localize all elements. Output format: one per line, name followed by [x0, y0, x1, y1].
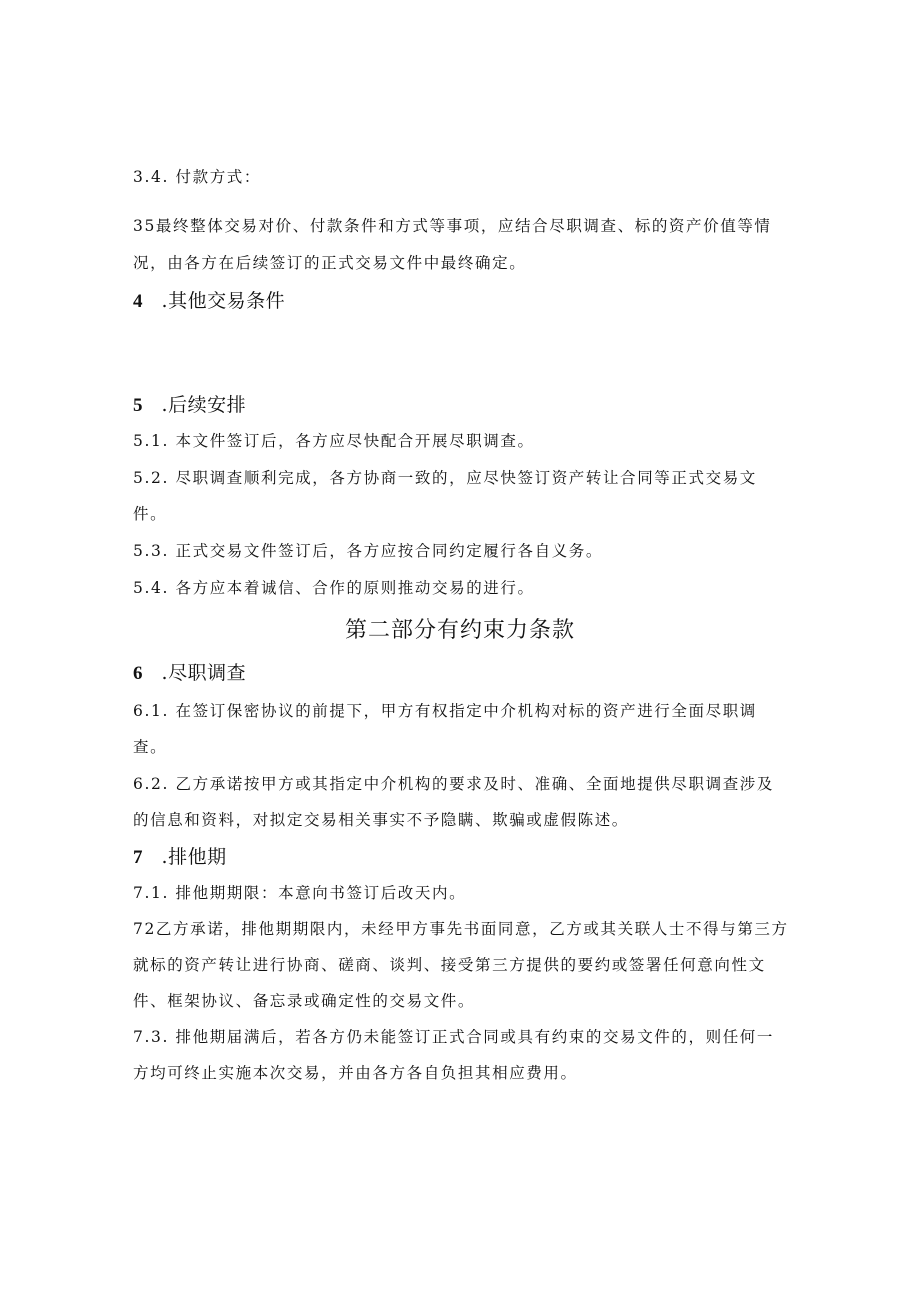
- clause-6-2-line-2: 的信息和资料，对拟定交易相关事实不予隐瞒、欺骗或虚假陈述。: [133, 811, 629, 829]
- section-5-heading: [133, 393, 246, 418]
- section-6-heading: [133, 661, 246, 686]
- section-5-title: .后续安排: [161, 394, 247, 416]
- section-4-title: .其他交易条件: [161, 290, 286, 312]
- clause-7-3-line-1: 7.3. 排他期届满后，若各方仍未能签订正式合同或具有约束的交易文件的，则任何一: [133, 1028, 775, 1046]
- section-4-number: 4: [133, 291, 143, 312]
- section-5-number: 5: [133, 395, 143, 416]
- clause-6-1-line-2: 查。: [133, 738, 168, 756]
- section-7-heading: [133, 845, 227, 870]
- clause-5-3: 5.3. 正式交易文件签订后，各方应按合同约定履行各自义务。: [133, 542, 604, 560]
- clause-5-2-line-1: 5.2. 尽职调查顺利完成，各方协商一致的，应尽快签订资产转让合同等正式交易文: [133, 469, 757, 487]
- clause-7-2-line-1: 72乙方承诺，排他期期限内，未经甲方事先书面同意，乙方或其关联人士不得与第三方: [133, 920, 789, 938]
- section-6-number: 6: [133, 663, 143, 684]
- section-6-title: .尽职调查: [161, 662, 247, 684]
- clause-5-4: 5.4. 各方应本着诚信、合作的原则推动交易的进行。: [133, 579, 535, 597]
- clause-6-2-line-1: 6.2. 乙方承诺按甲方或其指定中介机构的要求及时、准确、全面地提供尽职调查涉及: [133, 775, 775, 793]
- clause-3-5-line-1: 35最终整体交易对价、付款条件和方式等事项，应结合尽职调查、标的资产价值等情: [133, 217, 772, 235]
- clause-7-1: 7.1. 排他期期限：本意向书签订后改天内。: [133, 884, 467, 902]
- clause-5-2-line-2: 件。: [133, 505, 168, 523]
- section-7-number: 7: [133, 847, 143, 868]
- clause-3-5-line-2: 况，由各方在后续签订的正式交易文件中最终确定。: [133, 254, 527, 272]
- clause-3-4: 3.4. 付款方式：: [133, 168, 262, 186]
- clause-7-3-line-2: 方均可终止实施本次交易，并由各方各自负担其相应费用。: [133, 1064, 578, 1082]
- clause-7-2-line-2: 就标的资产转让进行协商、磋商、谈判、接受第三方提供的要约或签署任何意向性文: [133, 956, 766, 974]
- clause-6-1-line-1: 6.1. 在签订保密协议的前提下，甲方有权指定中介机构对标的资产进行全面尽职调: [133, 702, 757, 720]
- part-2-title: 第二部分有约束力条款: [344, 618, 575, 643]
- clause-7-2-line-3: 件、框架协议、备忘录或确定性的交易文件。: [133, 992, 476, 1010]
- clause-5-1: 5.1. 本文件签订后，各方应尽快配合开展尽职调查。: [133, 432, 535, 450]
- section-4-heading: [133, 289, 285, 314]
- section-7-title: .排他期: [161, 846, 227, 868]
